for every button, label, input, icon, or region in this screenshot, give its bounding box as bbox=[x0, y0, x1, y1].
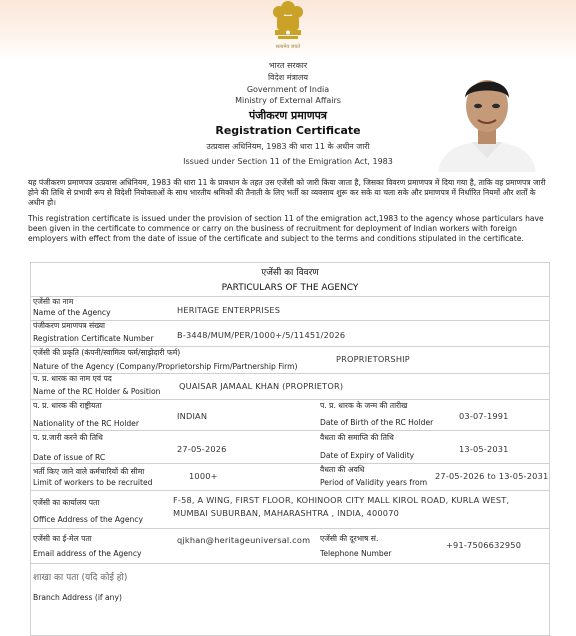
holder-label-hi: प. प्र. धारक का नाम एवं पद bbox=[33, 374, 112, 383]
ministry-hi: विदेश मंत्रालय bbox=[267, 73, 309, 82]
nature-label-hi: एजेंसी की प्रकृति (कंपनी/स्वामित्व फर्म/साझेदारी फर्म) bbox=[33, 348, 181, 357]
branch-label-hi: शाखा का पता (यदि कोई हो) bbox=[33, 573, 128, 583]
divider bbox=[31, 399, 549, 400]
nationality-value: INDIAN bbox=[177, 411, 208, 421]
limit-label-en: Limit of workers to be recruited bbox=[33, 478, 153, 487]
agency-name-label-hi: एजेंसी का नाम bbox=[33, 297, 74, 306]
title-hi: पंजीकरण प्रमाणपत्र bbox=[249, 109, 327, 122]
divider bbox=[31, 430, 549, 431]
dob-label-en: Date of Birth of the RC Holder bbox=[320, 418, 434, 427]
divider bbox=[31, 296, 549, 297]
dob-value: 03-07-1991 bbox=[459, 411, 509, 421]
rc-number-value: B-3448/MUM/PER/1000+/5/11451/2026 bbox=[177, 330, 346, 340]
holder-label-en: Name of the RC Holder & Position bbox=[33, 387, 161, 396]
intro-english: This registration certificate is issued under the provision of section 11 of the emigration act,1983 to the agency whose particulars have been given in the certificate to commence or carry on the business of recruitment for deployment of Indian workers with foreign employers with effect from the date of issue of the certificate and subject to the terms and conditions stipulated in the certificate. bbox=[28, 214, 544, 243]
agency-name-label-en: Name of the Agency bbox=[33, 308, 111, 317]
office-address-line2: MUMBAI SUBURBAN, MAHARASHTRA , INDIA, 400070 bbox=[173, 508, 400, 518]
intro-hindi: यह पंजीकरण प्रमाणपत्र उत्प्रवास अधिनियम, 1983 की धारा 11 के प्रावधान के तहत उस एजेंसी को जारी किया जाता है, जिसका विवरण प्रमाणपत्र में दिया गया है, ताकि वह प्रमाणपत्र जारी होने की तिथि से प्रभावी रूप से विदेशी नियोक्ताओं के साथ भारतीय श्रमिकों की तैनाती के लिए भर्ती का व्यवसाय शुरू कर सके या चला सके और प्रमाणपत्र में निर्धारित नियमों और शर्तों के अधीन हो। bbox=[28, 178, 546, 207]
period-label-hi: वैधता की अवधि bbox=[320, 465, 365, 474]
limit-label-hi: भर्ती किए जाने वाले कर्मचारियों की सीमा bbox=[33, 467, 145, 476]
period-label-en: Period of Validity years from bbox=[320, 478, 428, 487]
branch-label-en: Branch Address (if any) bbox=[33, 593, 122, 602]
particulars-title-en: PARTICULARS OF THE AGENCY bbox=[221, 283, 359, 293]
divider bbox=[31, 463, 549, 464]
phone-label-en: Telephone Number bbox=[320, 549, 392, 558]
title-en: Registration Certificate bbox=[215, 124, 361, 137]
email-value: qjkhan@heritageuniversal.com bbox=[177, 535, 311, 545]
agency-name-value: HERITAGE ENTERPRISES bbox=[177, 305, 281, 315]
rc-number-label-en: Registration Certificate Number bbox=[33, 334, 154, 343]
nature-value: PROPRIETORSHIP bbox=[336, 354, 410, 364]
phone-value: +91-7506632950 bbox=[446, 540, 522, 550]
rc-number-label-hi: पंजीकरण प्रमाणपत्र संख्या bbox=[33, 321, 105, 330]
particulars-table bbox=[30, 262, 550, 636]
subtitle-hi: उत्प्रवास अधिनियम, 1983 की धारा 11 के अधीन जारी bbox=[206, 142, 370, 151]
office-address-line1: F-58, A WING, FIRST FLOOR, KOHINOOR CITY MALL KIROL ROAD, KURLA WEST, bbox=[173, 495, 510, 505]
limit-value: 1000+ bbox=[189, 471, 218, 481]
dob-label-hi: प. प्र. धारक के जन्म की तारीख bbox=[320, 401, 408, 410]
subtitle-en: Issued under Section 11 of the Emigration Act, 1983 bbox=[183, 157, 393, 166]
gov-en: Government of India bbox=[246, 85, 330, 94]
emblem-motto: सत्यमेव जयते bbox=[275, 44, 301, 50]
particulars-title-hi: एजेंसी का विवरण bbox=[261, 268, 319, 278]
email-label-hi: एजेंसी का ई-मेल पता bbox=[33, 534, 92, 543]
nationality-label-en: Nationality of the RC Holder bbox=[33, 419, 139, 428]
divider bbox=[31, 346, 549, 347]
email-label-en: Email address of the Agency bbox=[33, 549, 142, 558]
period-value: 27-05-2026 to 13-05-2031 bbox=[435, 471, 549, 481]
issue-date-value: 27-05-2026 bbox=[177, 444, 227, 454]
divider bbox=[31, 563, 549, 564]
issue-date-label-en: Date of issue of RC bbox=[33, 453, 106, 462]
nationality-label-hi: प. प्र. धारक की राष्ट्रीयता bbox=[33, 401, 102, 410]
expiry-label-hi: वैधता की समाप्ति की तिथि bbox=[320, 433, 394, 442]
divider bbox=[31, 528, 549, 529]
divider bbox=[31, 490, 549, 491]
gov-hi: भारत सरकार bbox=[268, 61, 308, 70]
ministry-en: Ministry of External Affairs bbox=[235, 96, 341, 105]
divider bbox=[31, 320, 549, 321]
office-label-en: Office Address of the Agency bbox=[33, 515, 144, 524]
issue-date-label-hi: प. प्र.जारी करने की तिथि bbox=[33, 433, 103, 442]
office-label-hi: एजेंसी का कार्यालय पता bbox=[33, 498, 100, 507]
holder-value: QUAISAR JAMAAL KHAN (PROPRIETOR) bbox=[179, 381, 344, 391]
expiry-label-en: Date of Expiry of Validity bbox=[320, 451, 415, 460]
phone-label-hi: एजेंसी की दूरभाष सं. bbox=[320, 534, 379, 543]
nature-label-en: Nature of the Agency (Company/Proprietorship Firm/Partnership Firm) bbox=[33, 362, 298, 371]
expiry-value: 13-05-2031 bbox=[459, 444, 509, 454]
